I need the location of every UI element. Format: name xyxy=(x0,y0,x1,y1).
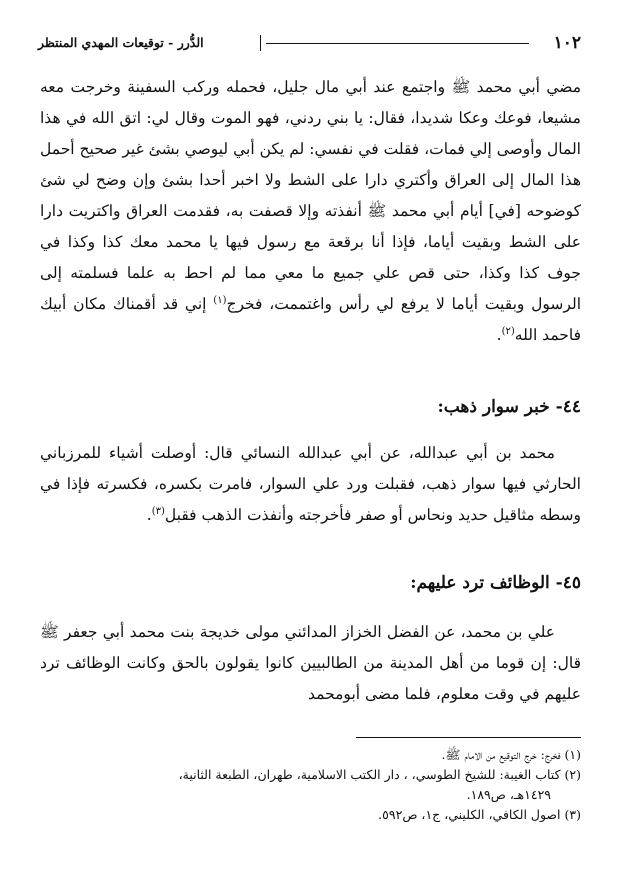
footnote-ref-2: (٢) xyxy=(501,325,515,337)
intro-paragraph: مضي أبي محمد ﷺ واجتمع عند أبي مال جليل، فحمله وركب السفينة وخرجت معه مشيعا، فوعك وعكا شديدا، فقال: يا بني ردني، فهو الموت وقال لي: اتق الله في هذا المال وأوصى إلي فمات، فقلت في نفسي: لم يكن أبي ليوصي بشئ غير صحيح أحمل هذا المال إلى العراق وأكتري دارا على الشط ولا اخبر أحدا بشئ وإن وضح لي شئ كوضوحه [في] أيام أبي محمد ﷺ أنفذته وإلا قصفت به، فقدمت العراق واكتريت دارا على الشط وبقيت أياما، فإذا أنا برقعة مع رسول فيها يا محمد معك كذا وكذا في جوف كذا وكذا، حتى قص علي جميع ما معي مما لم احط به علما فسلمته إلى الرسول وبقيت أياما لا يرفع لي رأس واغتممت، فخرج$^{(١)}$ إني قد أقمناك مكان أبيك فاحمد الله$^{(٢)}$. xyxy=(40,78,581,344)
section-44-block xyxy=(40,438,581,531)
intro-text: مضي أبي محمد ﷺ واجتمع عند أبي مال جليل، فحمله وركب السفينة وخرجت معه مشيعا، فوعك وعكا شديدا، فقال: يا بني ردني، فهو الموت وقال لي: اتق الله في هذا المال وأوصى إلي فمات، فقلت في نفسي: لم يكن أبي ليوصي بشئ غير صحيح أحمل هذا المال إلى العراق وأكتري دارا على الشط ولا اخبر أحدا بشئ وإن وضح لي شئ كوضوحه [في] أيام أبي محمد ﷺ أنفذته وإلا قصفت به، فقدمت العراق واكتريت دارا على الشط وبقيت أياما، فإذا أنا برقعة مع رسول فيها يا محمد معك كذا وكذا في جوف كذا وكذا، حتى قص علي جميع ما معي مما لم احط به علما فسلمته إلى الرسول وبقيت أياما لا يرفع لي رأس واغتممت، فخرج xyxy=(40,78,581,313)
footnote-ref-3: (٣) xyxy=(151,505,165,517)
section-45-block xyxy=(40,617,581,710)
footnotes xyxy=(40,745,581,825)
running-title: الدُّرر - توقيعات المهدي المنتظر xyxy=(38,35,204,50)
footnote-2: (٢) كتاب الغيبة: للشيخ الطوسي، ، دار الكتب الاسلامية، طهران، الطبعة الثانية، xyxy=(178,767,581,782)
page-number: ١٠٢ xyxy=(553,33,581,53)
running-header xyxy=(38,33,581,55)
header-rule xyxy=(266,43,529,44)
intro-tail: إني قد أقمناك مكان أبيك فاحمد الله xyxy=(40,295,581,344)
intro-paragraph-block xyxy=(40,72,581,351)
heading-44: ٤٤- خبر سوار ذهب: xyxy=(437,397,581,417)
footnote-3: (٣) اصول الكافي، الكليني، ج١، ص٥٩٢. xyxy=(378,807,581,822)
footnote-2-continued: ١٤٢٩هـ، ص١٨٩. xyxy=(466,787,551,802)
footnote-1: (١) فخرج: خرج التوقيع من الامام ﷺ. xyxy=(441,747,581,762)
footnote-rule xyxy=(356,737,581,738)
footnote-ref-1: (١) xyxy=(213,294,227,306)
paragraph-45: علي بن محمد، عن الفضل الخزاز المدائني مولى خديجة بنت محمد أبي جعفر ﷺ قال: إن قوما من أهل المدينة من الطالبيين كانوا يقولون بالحق وكانت الوظائف ترد عليهم في وقت معلوم، فلما مضى أبومحمد xyxy=(40,623,581,703)
paragraph-44: محمد بن أبي عبدالله، عن أبي عبدالله النسائي قال: أوصلت أشياء للمرزباني الحارثي فيها سوار ذهب، فقبلت ورد علي السوار، فامرت بكسره، فكسرته فإذا في وسطه مثاقيل حديد ونحاس أو صفر فأخرجته وأنفذت الذهب فقبل$^{(٣)}$. xyxy=(40,444,581,524)
heading-45: ٤٥- الوظائف ترد عليهم: xyxy=(410,573,581,593)
paragraph-44-text: محمد بن أبي عبدالله، عن أبي عبدالله النسائي قال: أوصلت أشياء للمرزباني الحارثي فيها سوار ذهب، فقبلت ورد علي السوار، فامرت بكسره، فكسرته فإذا في وسطه مثاقيل حديد ونحاس أو صفر فأخرجته وأنفذت الذهب فقبل xyxy=(40,444,581,524)
header-rule-tick xyxy=(260,35,261,51)
